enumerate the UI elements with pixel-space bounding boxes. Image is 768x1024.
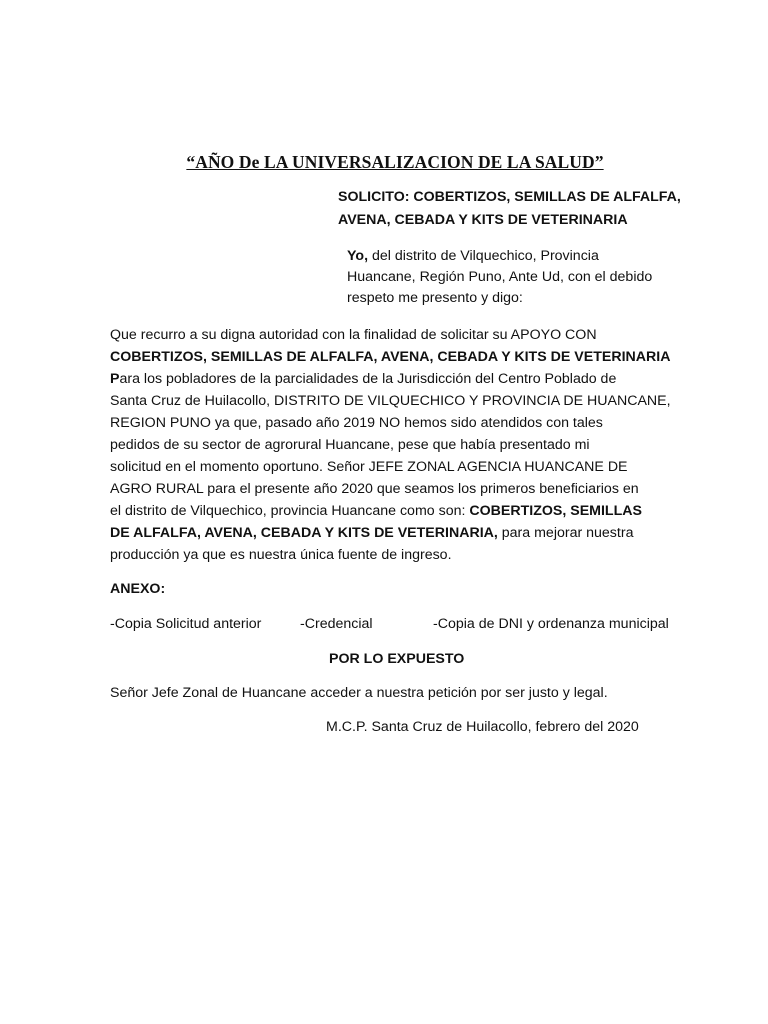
body-line-8: AGRO RURAL para el presente año 2020 que seamos los primeros beneficiarios en — [110, 481, 639, 497]
intro-line-1 — [347, 246, 717, 267]
intro-line-2: Huancane, Región Puno, Ante Ud, con el debido — [347, 269, 653, 285]
intro-line-3: respeto me presento y digo: — [347, 290, 523, 306]
body-line-2-bold: COBERTIZOS, SEMILLAS DE ALFALFA, AVENA, CEBADA Y KITS DE VETERINARIA — [110, 349, 671, 365]
body-line-7: solicitud en el momento oportuno. Señor JEFE ZONAL AGENCIA HUANCANE DE — [110, 459, 628, 475]
intro-line-1-rest: del distrito de Vilquechico, Provincia — [368, 248, 599, 264]
solicito-line-1: SOLICITO: COBERTIZOS, SEMILLAS DE ALFALFA, — [338, 189, 681, 205]
body-line-1: Que recurro a su digna autoridad con la finalidad de solicitar su APOYO CON — [110, 327, 597, 343]
body-line-9 — [110, 500, 690, 522]
expuesto-heading: POR LO EXPUESTO — [329, 651, 465, 667]
body-line-9-bold: COBERTIZOS, SEMILLAS — [469, 503, 642, 519]
document-title: “AÑO De LA UNIVERSALIZACION DE LA SALUD” — [186, 152, 604, 172]
body-line-10 — [110, 522, 690, 544]
anexo-item-1: -Copia Solicitud anterior — [110, 616, 262, 632]
body-line-9-plain: el distrito de Vilquechico, provincia Huancane como son: — [110, 503, 470, 519]
introduction-block — [347, 246, 717, 309]
anexo-heading: ANEXO: — [110, 581, 166, 597]
body-line-3 — [110, 368, 690, 390]
solicito-block — [338, 186, 728, 232]
solicito-line-2: AVENA, CEBADA Y KITS DE VETERINARIA — [338, 212, 628, 228]
body-line-6: pedidos de su sector de agrorural Huancane, pese que había presentado mi — [110, 437, 590, 453]
place-date: M.C.P. Santa Cruz de Huilacollo, febrero del 2020 — [326, 719, 639, 735]
body-line-3-bold: P — [110, 371, 120, 387]
intro-lead: Yo, — [347, 248, 369, 264]
body-line-10-bold: DE ALFALFA, AVENA, CEBADA Y KITS DE VETERINARIA, — [110, 525, 498, 541]
closing-line: Señor Jefe Zonal de Huancane acceder a nuestra petición por ser justo y legal. — [110, 685, 608, 701]
body-line-5: REGION PUNO ya que, pasado año 2019 NO hemos sido atendidos con tales — [110, 415, 603, 431]
body-line-3-rest: ara los pobladores de la parcialidades de la Jurisdicción del Centro Poblado de — [119, 371, 617, 387]
body-paragraph — [110, 324, 690, 566]
anexo-item-3: -Copia de DNI y ordenanza municipal — [433, 616, 669, 632]
anexo-item-2: -Credencial — [300, 616, 373, 632]
body-line-10-rest: para mejorar nuestra — [497, 525, 634, 541]
body-line-4: Santa Cruz de Huilacollo, DISTRITO DE VILQUECHICO Y PROVINCIA DE HUANCANE, — [110, 393, 671, 409]
body-line-11: producción ya que es nuestra única fuente de ingreso. — [110, 547, 452, 563]
body-line-2 — [110, 346, 690, 368]
